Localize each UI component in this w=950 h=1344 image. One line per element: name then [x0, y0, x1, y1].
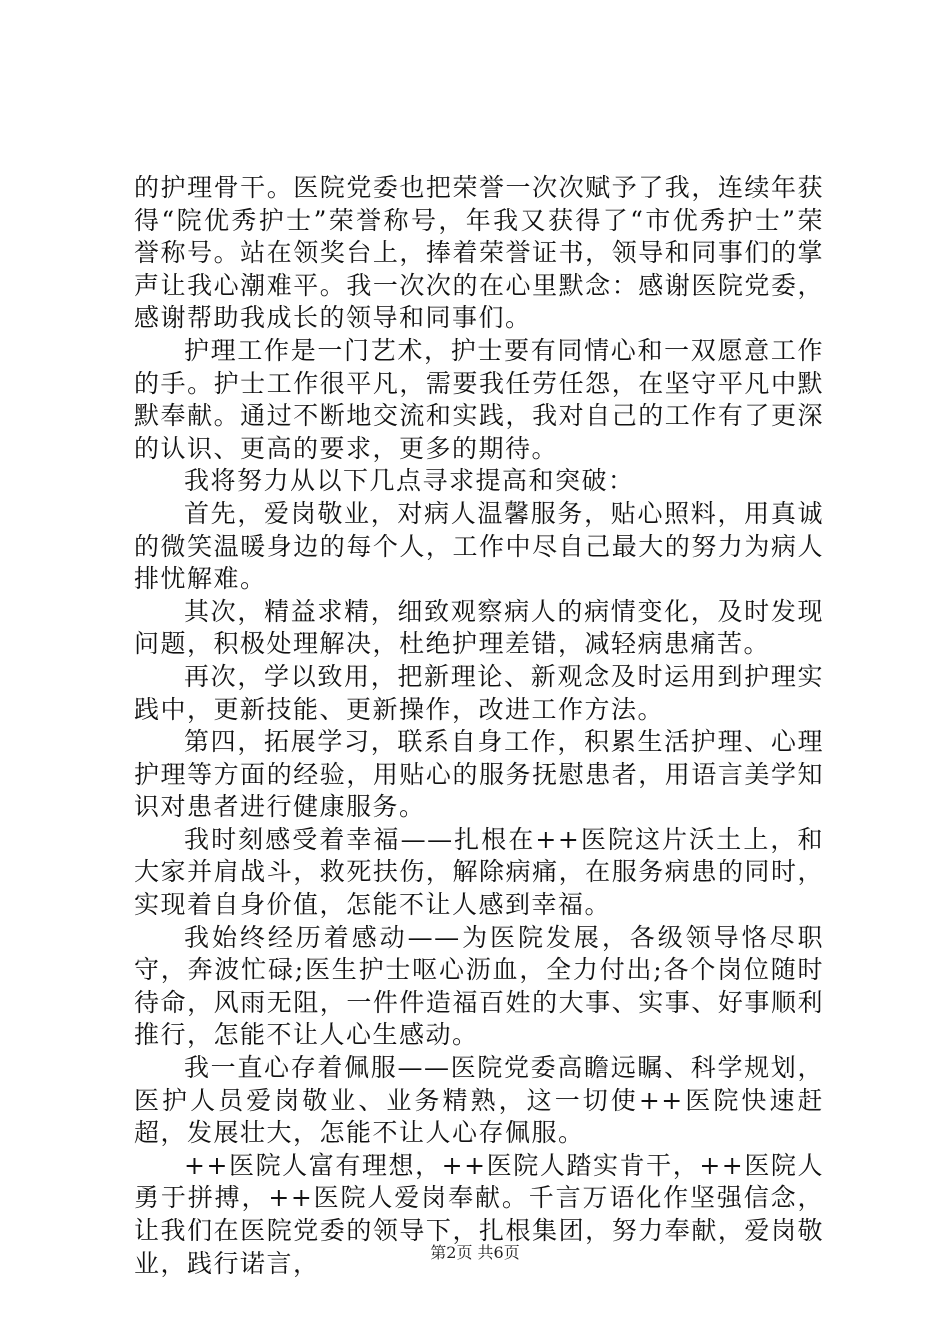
- paragraph-5: 其次，精益求精，细致观察病人的病情变化，及时发现问题，积极处理解决，杜绝护理差错，减轻病患痛苦。: [134, 596, 824, 659]
- paragraph-9: 我始终经历着感动——为医院发展，各级领导恪尽职守，奔波忙碌;医生护士呕心沥血，全力付出;各个岗位随时待命，风雨无阻，一件件造福百姓的大事、实事、好事顺利推行，怎能不让人心生感动。: [134, 922, 824, 1050]
- paragraph-7: 第四，拓展学习，联系自身工作，积累生活护理、心理护理等方面的经验，用贴心的服务抚慰患者，用语言美学知识对患者进行健康服务。: [134, 727, 824, 822]
- paragraph-4: 首先，爱岗敬业，对病人温馨服务，贴心照料，用真诚的微笑温暖身边的每个人，工作中尽自己最大的努力为病人排忧解难。: [134, 498, 824, 594]
- paragraph-11: ++医院人富有理想，++医院人踏实肯干，++医院人勇于拼搏，++医院人爱岗奉献。千言万语化作坚强信念，让我们在医院党委的领导下，扎根集团，努力奉献，爱岗敬业，践行诺言，: [134, 1150, 824, 1278]
- page-number-footer: 第2页 共6页: [430, 1243, 520, 1262]
- paragraph-3: 我将努力从以下几点寻求提高和突破：: [184, 466, 635, 496]
- document-body: [134, 172, 824, 1280]
- paragraph-10: 我一直心存着佩服——医院党委高瞻远瞩、科学规划，医护人员爱岗敬业、业务精熟，这一切使++医院快速赶超，发展壮大，怎能不让人心存佩服。: [134, 1053, 824, 1148]
- paragraph-6: 再次，学以致用，把新理论、新观念及时运用到护理实践中，更新技能、更新操作，改进工作方法。: [134, 661, 824, 724]
- paragraph-1: 的护理骨干。医院党委也把荣誉一次次赋予了我，连续年获得“院优秀护士”荣誉称号，年我又获得了“市优秀护士”荣誉称号。站在领奖台上，捧着荣誉证书，领导和同事们的掌声让我心潮难平。我一次次的在心里默念：感谢医院党委，感谢帮助我成长的领导和同事们。: [134, 173, 824, 333]
- paragraph-2: 护理工作是一门艺术，护士要有同情心和一双愿意工作的手。护士工作很平凡，需要我任劳任怨，在坚守平凡中默默奉献。通过不断地交流和实践，我对自己的工作有了更深的认识、更高的要求，更多的期待。: [134, 335, 824, 463]
- paragraph-8: 我时刻感受着幸福——扎根在++医院这片沃土上，和大家并肩战斗，救死扶伤，解除病痛，在服务病患的同时，实现着自身价值，怎能不让人感到幸福。: [134, 824, 824, 920]
